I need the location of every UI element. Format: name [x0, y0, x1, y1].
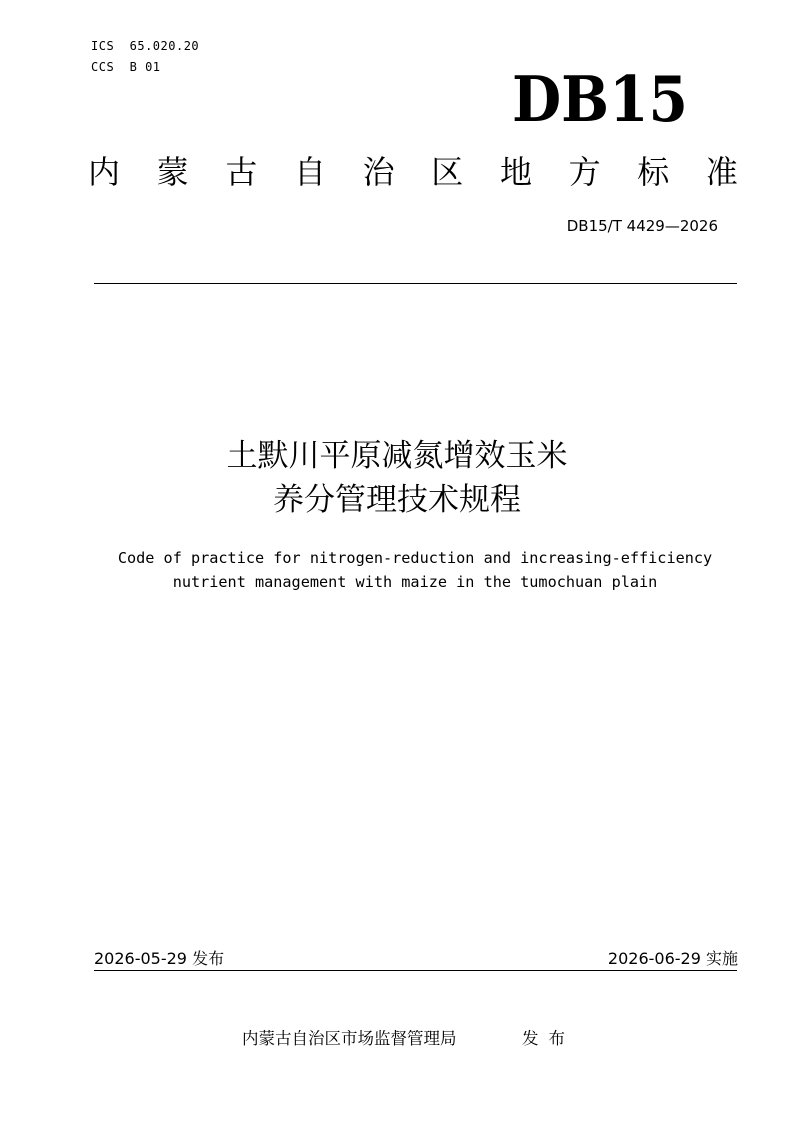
standard-type-char: 蒙: [156, 153, 189, 191]
db15-logo: [512, 66, 690, 134]
standard-type-char: 古: [225, 153, 258, 191]
standard-type-char: 地: [499, 153, 532, 191]
standard-type-char: 内: [88, 153, 121, 191]
publisher-name: 内蒙古自治区市场监督管理局: [242, 1029, 457, 1048]
title-en-line2: nutrient management with maize in the tumochuan plain: [172, 573, 658, 591]
ics-code: ICS 65.020.20: [91, 39, 200, 53]
standard-type-char: 治: [362, 153, 395, 191]
standard-type-char: 自: [293, 153, 326, 191]
standard-number: DB15/T 4429—2026: [566, 217, 718, 235]
publish-action: 发布: [522, 1029, 575, 1048]
top-divider: [94, 283, 737, 284]
title-cn-line1: 土默川平原减氮增效玉米: [226, 438, 568, 474]
standard-type-char: 准: [705, 153, 738, 191]
standard-type-title: [88, 152, 738, 192]
issue-date: 2026-05-29 发布: [94, 949, 225, 968]
db15-logo-text: DB15: [512, 66, 688, 134]
standard-type-char: 标: [637, 153, 670, 191]
ccs-code: CCS B 01: [91, 60, 161, 74]
standard-type-char: 方: [568, 153, 601, 191]
implementation-date: 2026-06-29 实施: [607, 949, 738, 968]
bottom-divider: [94, 970, 737, 971]
standard-type-char: 区: [431, 153, 464, 191]
title-en-line1: Code of practice for nitrogen-reduction and increasing-efficiency: [117, 549, 713, 567]
title-cn-line2: 养分管理技术规程: [273, 482, 521, 518]
